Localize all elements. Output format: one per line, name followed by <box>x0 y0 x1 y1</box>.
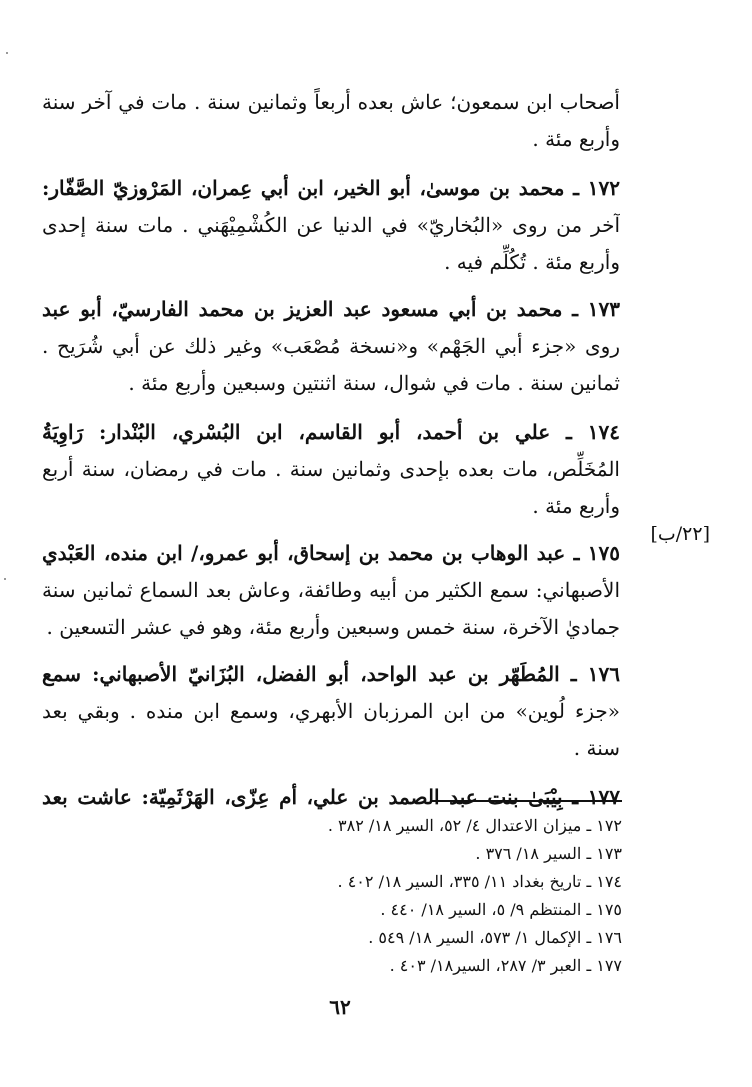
text-line: سنة . <box>573 736 620 760</box>
entry-heading-175: ١٧٥ ـ عبد الوهاب بن محمد بن إسحاق، أبو عمرو،/ ابن منده، العَبْدي <box>42 541 620 565</box>
footnote: ١٧٣ ـ السير ١٨/ ٣٧٦ . <box>475 844 622 863</box>
text-line: وأربع مئة . تُكُلِّم فيه . <box>444 250 620 274</box>
footnote: ١٧٢ ـ ميزان الاعتدال ٤/ ٥٢، السير ١٨/ ٣٨٢ . <box>327 816 622 835</box>
page-number: ٦٢ <box>329 995 351 1019</box>
text-line: الأصبهاني: سمع الكثير من أبيه وطائفة، وعاش بعد السماع ثمانين سنة <box>42 578 620 602</box>
footnote: ١٧٥ ـ المنتظم ٩/ ٥، السير ١٨/ ٤٤٠ . <box>380 900 622 919</box>
entry-heading-177: ١٧٧ ـ بِيْبَىٰ بنت عبد الصمد بن علي، أم عِزّى، الهَرْثَمِيّة: عاشت بعد <box>42 785 620 809</box>
text-line: روى «جزء أبي الجَهْم» و«نسخة مُصْعَب» وغير ذلك عن أبي شُرَيح . <box>42 334 620 358</box>
text-line: آخر من روى «البُخاريّ» في الدنيا عن الكُشْمِيْهَني . مات سنة إحدى <box>42 213 620 237</box>
entry-heading-174: ١٧٤ ـ علي بن أحمد، أبو القاسم، ابن البُسْري، البُنْدار: رَاوِيَةُ <box>42 420 620 444</box>
scan-speck <box>4 578 6 580</box>
footnote-divider <box>430 800 622 802</box>
footnotes <box>150 812 622 980</box>
text-line: وأربع مئة . <box>532 127 620 151</box>
marginal-folio-note: [٢٢/ب] <box>650 523 710 545</box>
text-line: وأربع مئة . <box>532 494 620 518</box>
text-line: أصحاب ابن سمعون؛ عاش بعده أربعاً وثمانين سنة . مات في آخر سنة <box>42 90 620 114</box>
main-text <box>42 84 620 816</box>
entry-heading-173: ١٧٣ ـ محمد بن أبي مسعود عبد العزيز بن محمد الفارسيّ، أبو عبد <box>42 297 620 321</box>
footnote: ١٧٤ ـ تاريخ بغداد ١١/ ٣٣٥، السير ١٨/ ٤٠٢ . <box>337 872 622 891</box>
text-line: ثمانين سنة . مات في شوال، سنة اثنتين وسبعين وأربع مئة . <box>128 371 620 395</box>
footnote: ١٧٧ ـ العبر ٣/ ٢٨٧، السير١٨/ ٤٠٣ . <box>389 956 622 975</box>
entry-heading-172: ١٧٢ ـ محمد بن موسىٰ، أبو الخير، ابن أبي عِمران، المَرْوزيّ الصَّفّار: <box>42 176 620 200</box>
entry-heading-176: ١٧٦ ـ المُطَهّر بن عبد الواحد، أبو الفضل، البُزَانيّ الأصبهاني: سمع <box>42 662 620 686</box>
text-line: جماديٰ الآخرة، سنة خمس وسبعين وأربع مئة، وهو في عشر التسعين . <box>46 615 620 639</box>
text-line: المُخَلِّص، مات بعده بإحدى وثمانين سنة . مات في رمضان، سنة أربع <box>42 457 620 481</box>
text-line: «جزء لُوين» من ابن المرزبان الأبهري، وسمع ابن منده . وبقي بعد <box>42 699 620 723</box>
footnote: ١٧٦ ـ الإكمال ١/ ٥٧٣، السير ١٨/ ٥٤٩ . <box>368 928 622 947</box>
scan-speck <box>6 52 8 54</box>
